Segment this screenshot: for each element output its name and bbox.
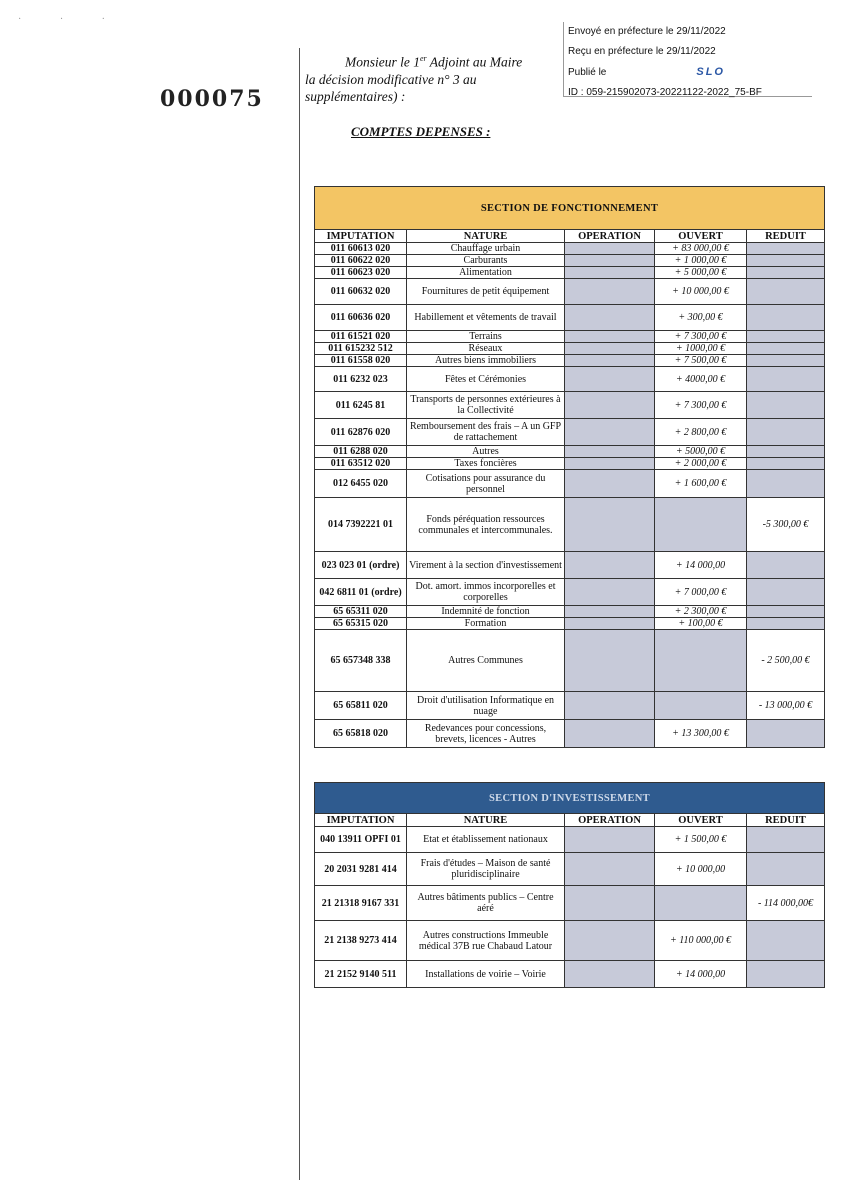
ouvert-cell: + 7 300,00 €: [655, 331, 747, 343]
table-row: [315, 367, 825, 392]
stamp-publie-label: Publié le: [568, 67, 607, 78]
scan-marks: · · ·: [18, 14, 123, 25]
table-row: [315, 267, 825, 279]
operation-cell: [565, 305, 655, 331]
nature-cell: Formation: [407, 618, 565, 630]
reduit-cell: [747, 419, 825, 446]
operation-cell: [565, 579, 655, 606]
reduit-cell: - 2 500,00 €: [747, 630, 825, 692]
ouvert-cell: [655, 630, 747, 692]
ouvert-cell: + 83 000,00 €: [655, 243, 747, 255]
ouvert-cell: + 4000,00 €: [655, 367, 747, 392]
ouvert-cell: + 1000,00 €: [655, 343, 747, 355]
reduit-cell: [747, 243, 825, 255]
imputation-cell: 011 60623 020: [315, 267, 407, 279]
nature-cell: Habillement et vêtements de travail: [407, 305, 565, 331]
operation-cell: [565, 446, 655, 458]
nature-cell: Fêtes et Cérémonies: [407, 367, 565, 392]
operation-cell: [565, 243, 655, 255]
reduit-cell: -5 300,00 €: [747, 498, 825, 552]
ouvert-cell: + 7 000,00 €: [655, 579, 747, 606]
investissement-rows: [315, 827, 825, 988]
col-reduit: REDUIT: [747, 230, 825, 243]
operation-cell: [565, 552, 655, 579]
col-nature: NATURE: [407, 814, 565, 827]
operation-cell: [565, 692, 655, 720]
ouvert-cell: + 10 000,00: [655, 853, 747, 886]
fonctionnement-table: [314, 186, 825, 748]
imputation-cell: 042 6811 01 (ordre): [315, 579, 407, 606]
operation-cell: [565, 343, 655, 355]
nature-cell: Etat et établissement nationaux: [407, 827, 565, 853]
prefecture-stamp: [563, 22, 812, 97]
operation-cell: [565, 470, 655, 498]
operation-cell: [565, 279, 655, 305]
imputation-cell: 65 65811 020: [315, 692, 407, 720]
nature-cell: Autres Communes: [407, 630, 565, 692]
table-row: [315, 921, 825, 961]
operation-cell: [565, 853, 655, 886]
fonctionnement-rows: [315, 243, 825, 748]
nature-cell: Autres biens immobiliers: [407, 355, 565, 367]
imputation-cell: 040 13911 OPFI 01: [315, 827, 407, 853]
table-row: [315, 243, 825, 255]
imputation-cell: 011 62876 020: [315, 419, 407, 446]
reduit-cell: [747, 470, 825, 498]
investissement-table: [314, 782, 825, 988]
operation-cell: [565, 827, 655, 853]
operation-cell: [565, 720, 655, 748]
imputation-cell: 011 615232 512: [315, 343, 407, 355]
reduit-cell: [747, 305, 825, 331]
table-row: [315, 692, 825, 720]
intro-line-2: la décision modificative n° 3 au: [305, 71, 477, 87]
section-fonctionnement-title: SECTION DE FONCTIONNEMENT: [315, 187, 825, 230]
col-imputation: IMPUTATION: [315, 814, 407, 827]
imputation-cell: 014 7392221 01: [315, 498, 407, 552]
section-investissement-title: SECTION D'INVESTISSEMENT: [315, 783, 825, 814]
nature-cell: Réseaux: [407, 343, 565, 355]
table-row: [315, 355, 825, 367]
col-nature: NATURE: [407, 230, 565, 243]
nature-cell: Fournitures de petit équipement: [407, 279, 565, 305]
stamp-publie: [568, 62, 812, 83]
table-row: [315, 343, 825, 355]
imputation-cell: 011 60636 020: [315, 305, 407, 331]
imputation-cell: 011 60632 020: [315, 279, 407, 305]
table-row: [315, 446, 825, 458]
table-row: [315, 255, 825, 267]
intro-line-1-text: Monsieur le 1: [345, 54, 420, 70]
operation-cell: [565, 498, 655, 552]
col-operation: OPERATION: [565, 230, 655, 243]
nature-cell: Autres: [407, 446, 565, 458]
imputation-cell: 011 6288 020: [315, 446, 407, 458]
reduit-cell: [747, 618, 825, 630]
nature-cell: Indemnité de fonction: [407, 606, 565, 618]
nature-cell: Alimentation: [407, 267, 565, 279]
imputation-cell: 011 61558 020: [315, 355, 407, 367]
imputation-cell: 65 657348 338: [315, 630, 407, 692]
ouvert-cell: + 1 000,00 €: [655, 255, 747, 267]
stamp-id: ID : 059-215902073-20221122-2022_75-BF: [568, 87, 762, 98]
page-number: 000075: [160, 86, 264, 112]
nature-cell: Cotisations pour assurance du personnel: [407, 470, 565, 498]
stamp-recu: Reçu en préfecture le 29/11/2022: [568, 46, 716, 57]
operation-cell: [565, 255, 655, 267]
operation-cell: [565, 618, 655, 630]
nature-cell: Transports de personnes extérieures à la Collectivité: [407, 392, 565, 419]
intro-line-3: supplémentaires) :: [305, 88, 406, 104]
reduit-cell: [747, 458, 825, 470]
ouvert-cell: + 110 000,00 €: [655, 921, 747, 961]
table-row: [315, 458, 825, 470]
table-row: [315, 305, 825, 331]
ouvert-cell: + 2 300,00 €: [655, 606, 747, 618]
intro-line-1b-text: Adjoint au Maire: [426, 54, 523, 70]
imputation-cell: 011 61521 020: [315, 331, 407, 343]
table-row: [315, 279, 825, 305]
reduit-cell: [747, 331, 825, 343]
imputation-cell: 65 65818 020: [315, 720, 407, 748]
ouvert-cell: + 2 800,00 €: [655, 419, 747, 446]
table-row: [315, 961, 825, 988]
operation-cell: [565, 419, 655, 446]
ouvert-cell: + 10 000,00 €: [655, 279, 747, 305]
margin-line: [299, 48, 300, 1180]
operation-cell: [565, 886, 655, 921]
nature-cell: Autres bâtiments publics – Centre aéré: [407, 886, 565, 921]
reduit-cell: [747, 279, 825, 305]
table-row: [315, 498, 825, 552]
ouvert-cell: + 2 000,00 €: [655, 458, 747, 470]
operation-cell: [565, 331, 655, 343]
col-reduit: REDUIT: [747, 814, 825, 827]
col-operation: OPERATION: [565, 814, 655, 827]
ouvert-cell: + 7 300,00 €: [655, 392, 747, 419]
table-row: [315, 886, 825, 921]
imputation-cell: 20 2031 9281 414: [315, 853, 407, 886]
imputation-cell: 21 21318 9167 331: [315, 886, 407, 921]
reduit-cell: [747, 552, 825, 579]
imputation-cell: 65 65311 020: [315, 606, 407, 618]
operation-cell: [565, 458, 655, 470]
nature-cell: Installations de voirie – Voirie: [407, 961, 565, 988]
reduit-cell: [747, 355, 825, 367]
table-row: [315, 827, 825, 853]
reduit-cell: - 114 000,00€: [747, 886, 825, 921]
reduit-cell: [747, 367, 825, 392]
table-row: [315, 618, 825, 630]
nature-cell: Autres constructions Immeuble médical 37B rue Chabaud Latour: [407, 921, 565, 961]
imputation-cell: 65 65315 020: [315, 618, 407, 630]
reduit-cell: [747, 961, 825, 988]
table-row: [315, 552, 825, 579]
nature-cell: Frais d'études – Maison de santé pluridisciplinaire: [407, 853, 565, 886]
imputation-cell: 011 6245 81: [315, 392, 407, 419]
table-row: [315, 720, 825, 748]
reduit-cell: - 13 000,00 €: [747, 692, 825, 720]
col-ouvert: OUVERT: [655, 230, 747, 243]
nature-cell: Redevances pour concessions, brevets, licences - Autres: [407, 720, 565, 748]
reduit-cell: [747, 827, 825, 853]
table-row: [315, 392, 825, 419]
intro-line-1: [305, 50, 567, 71]
operation-cell: [565, 392, 655, 419]
stamp-envoye: Envoyé en préfecture le 29/11/2022: [568, 26, 726, 37]
operation-cell: [565, 355, 655, 367]
imputation-cell: 21 2138 9273 414: [315, 921, 407, 961]
ouvert-cell: + 7 500,00 €: [655, 355, 747, 367]
ouvert-cell: + 14 000,00: [655, 552, 747, 579]
nature-cell: Droit d'utilisation Informatique en nuage: [407, 692, 565, 720]
reduit-cell: [747, 446, 825, 458]
imputation-cell: 011 60613 020: [315, 243, 407, 255]
table-row: [315, 331, 825, 343]
ouvert-cell: + 13 300,00 €: [655, 720, 747, 748]
operation-cell: [565, 630, 655, 692]
ouvert-cell: + 300,00 €: [655, 305, 747, 331]
nature-cell: Fonds péréquation ressources communales et intercommunales.: [407, 498, 565, 552]
table-row: [315, 630, 825, 692]
table-row: [315, 470, 825, 498]
col-imputation: IMPUTATION: [315, 230, 407, 243]
nature-cell: Dot. amort. immos incorporelles et corporelles: [407, 579, 565, 606]
ouvert-cell: + 1 600,00 €: [655, 470, 747, 498]
ouvert-cell: + 1 500,00 €: [655, 827, 747, 853]
table-row: [315, 606, 825, 618]
reduit-cell: [747, 853, 825, 886]
imputation-cell: 011 63512 020: [315, 458, 407, 470]
reduit-cell: [747, 392, 825, 419]
reduit-cell: [747, 921, 825, 961]
operation-cell: [565, 921, 655, 961]
slo-logo: SLO: [696, 66, 725, 78]
table-row: [315, 419, 825, 446]
imputation-cell: 011 6232 023: [315, 367, 407, 392]
nature-cell: Taxes foncières: [407, 458, 565, 470]
ouvert-cell: + 100,00 €: [655, 618, 747, 630]
ouvert-cell: + 14 000,00: [655, 961, 747, 988]
table-row: [315, 853, 825, 886]
reduit-cell: [747, 255, 825, 267]
col-ouvert: OUVERT: [655, 814, 747, 827]
ouvert-cell: [655, 692, 747, 720]
nature-cell: Carburants: [407, 255, 565, 267]
operation-cell: [565, 367, 655, 392]
nature-cell: Chauffage urbain: [407, 243, 565, 255]
imputation-cell: 011 60622 020: [315, 255, 407, 267]
reduit-cell: [747, 606, 825, 618]
nature-cell: Terrains: [407, 331, 565, 343]
imputation-cell: 012 6455 020: [315, 470, 407, 498]
nature-cell: Virement à la section d'investissement: [407, 552, 565, 579]
reduit-cell: [747, 720, 825, 748]
operation-cell: [565, 961, 655, 988]
imputation-cell: 023 023 01 (ordre): [315, 552, 407, 579]
operation-cell: [565, 606, 655, 618]
intro-sup: er: [420, 54, 427, 63]
imputation-cell: 21 2152 9140 511: [315, 961, 407, 988]
reduit-cell: [747, 579, 825, 606]
table-row: [315, 579, 825, 606]
ouvert-cell: [655, 498, 747, 552]
intro-text: [305, 50, 567, 105]
ouvert-cell: [655, 886, 747, 921]
reduit-cell: [747, 267, 825, 279]
ouvert-cell: + 5 000,00 €: [655, 267, 747, 279]
ouvert-cell: + 5000,00 €: [655, 446, 747, 458]
nature-cell: Remboursement des frais – A un GFP de rattachement: [407, 419, 565, 446]
comptes-depenses-title: COMPTES DEPENSES :: [351, 124, 491, 139]
reduit-cell: [747, 343, 825, 355]
operation-cell: [565, 267, 655, 279]
